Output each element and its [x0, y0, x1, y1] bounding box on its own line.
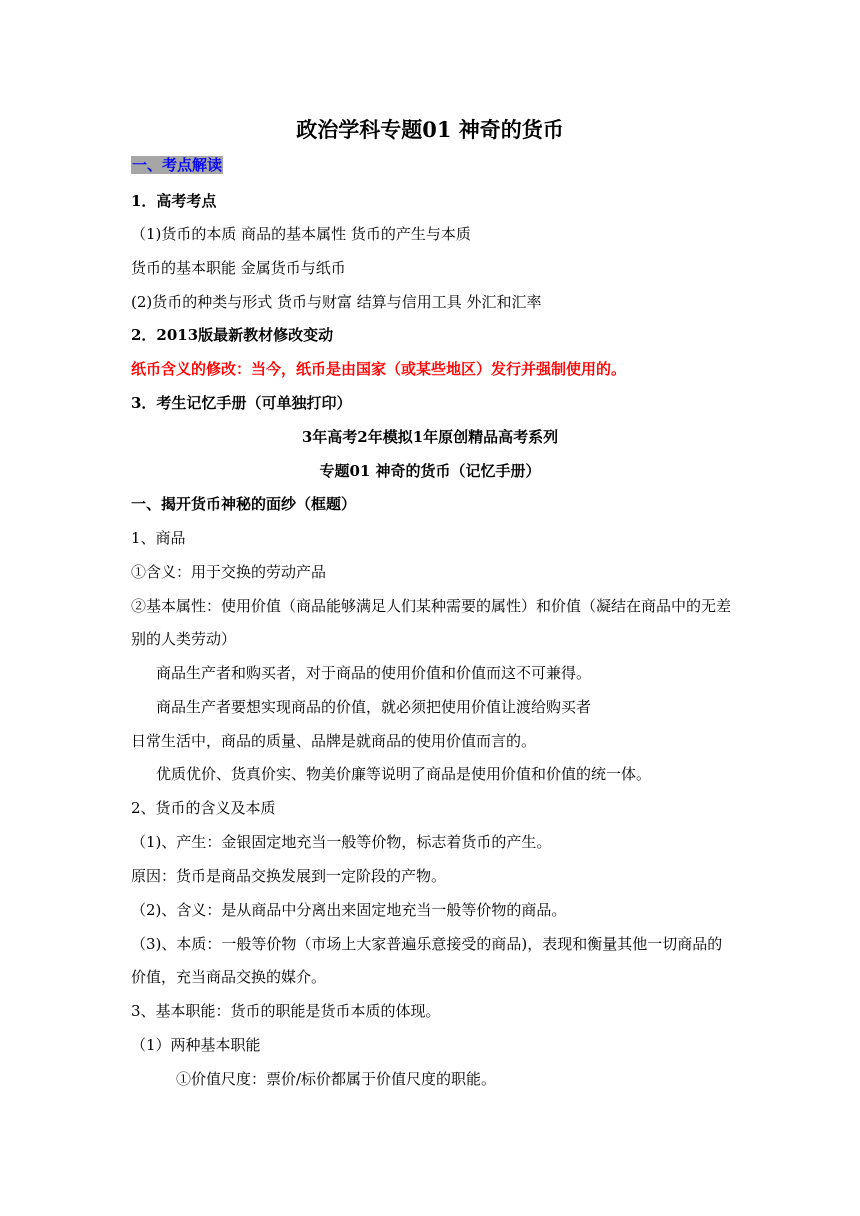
commodity-attributes-line-2: 别的人类劳动）	[131, 630, 237, 648]
money-essence-line-2: 价值，充当商品交换的媒介。	[131, 968, 327, 986]
money-origin-reason: 原因：货币是商品交换发展到一定阶段的产物。	[131, 867, 447, 885]
item-heading-exam-points: 1．高考考点	[131, 192, 217, 210]
exam-points-line-3: (2)货币的种类与形式 货币与财富 结算与信用工具 外汇和汇率	[131, 293, 542, 311]
part-heading-money-veil: 一、揭开货币神秘的面纱（框题）	[131, 495, 357, 513]
section-heading-exam-points	[131, 155, 223, 175]
two-basic-functions: （1）两种基本职能	[131, 1036, 261, 1054]
commodity-note-2: 商品生产者要想实现商品的价值，就必须把使用价值让渡给购买者	[156, 698, 592, 716]
item-heading-memory-handbook: 3．考生记忆手册（可单独打印）	[131, 394, 352, 412]
commodity-note-1: 商品生产者和购买者，对于商品的使用价值和价值而这不可兼得。	[156, 664, 592, 682]
subsection-basic-functions: 3、基本职能：货币的职能是货币本质的体现。	[131, 1002, 441, 1020]
commodity-note-3: 日常生活中，商品的质量、品牌是就商品的使用价值而言的。	[131, 732, 537, 750]
subsection-commodity: 1、商品	[131, 529, 186, 547]
commodity-attributes-line-1: ②基本属性：使用价值（商品能够满足人们某种需要的属性）和价值（凝结在商品中的无差	[131, 597, 732, 615]
exam-points-line-1: （1)货币的本质 商品的基本属性 货币的产生与本质	[131, 225, 471, 243]
money-definition: （2)、含义：是从商品中分离出来固定地充当一般等价物的商品。	[131, 901, 567, 919]
money-origin: （1)、产生：金银固定地充当一般等价物，标志着货币的产生。	[131, 833, 552, 851]
textbook-change-note: 纸币含义的修改：当今，纸币是由国家（或某些地区）发行并强制使用的。	[131, 360, 627, 378]
page-title: 政治学科专题01 神奇的货币	[296, 117, 564, 142]
commodity-definition: ①含义：用于交换的劳动产品	[131, 563, 327, 581]
subsection-money-essence: 2、货币的含义及本质	[131, 799, 276, 817]
exam-points-line-2: 货币的基本职能 金属货币与纸币	[131, 259, 346, 277]
handbook-title: 专题01 神奇的货币（记忆手册）	[319, 462, 541, 480]
commodity-note-4: 优质优价、货真价实、物美价廉等说明了商品是使用价值和价值的统一体。	[156, 765, 652, 783]
value-measure-function: ①价值尺度：票价/标价都属于价值尺度的职能。	[176, 1070, 497, 1088]
item-heading-textbook-changes: 2．2013版最新教材修改变动	[131, 326, 334, 344]
section-heading-text: 一、考点解读	[132, 156, 223, 174]
money-essence-line-1: （3)、本质：一般等价物（市场上大家普遍乐意接受的商品)，表现和衡量其他一切商品的	[131, 935, 723, 953]
series-title: 3年高考2年模拟1年原创精品高考系列	[301, 428, 559, 446]
